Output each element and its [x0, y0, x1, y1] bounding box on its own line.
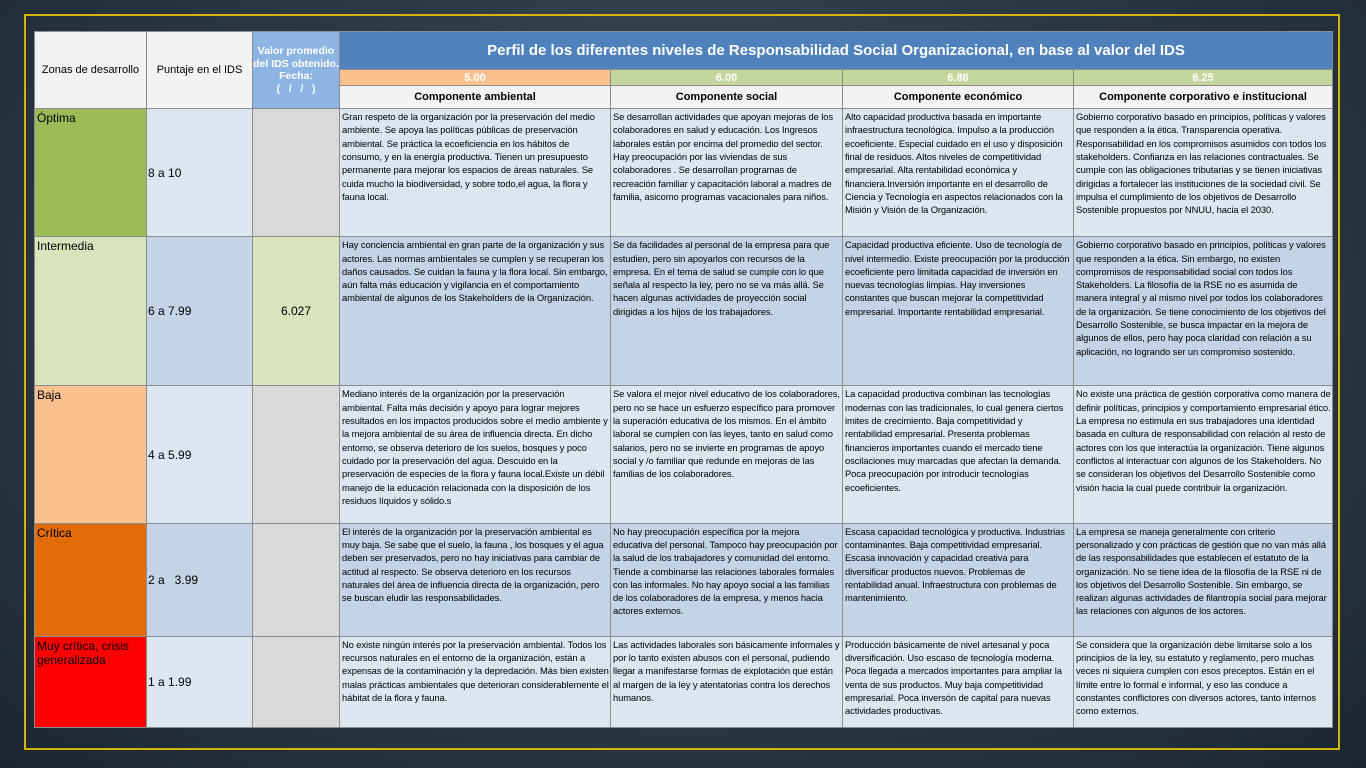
desc-economico: Escasa capacidad tecnológica y productiva. Industrias contaminantes. Baja competitividad empresarial. Escasa innovación y capacidad creativa para diversificar productos nuevos. Problemas de rentabilidad anual. Infraestructura con problemas de mantenimiento. — [843, 523, 1074, 636]
header-valor-label: Valor promedio del IDS obtenido. — [253, 45, 339, 70]
component-value-corporativo: 6.25 — [1074, 70, 1333, 86]
desc-social: Se valora el mejor nivel educativo de los colaboradores, pero no se hace un esfuerzo específico para promover la superación educativa de los mismos. En el ámbito laboral se cumplen con las leyes, tanto en salud como salarios, pero no se invierte en programas de apoyo social y /o familiar que redunde en mejoras de las familias de los colaboradores. — [611, 386, 843, 523]
desc-corporativo: Gobierno corporativo basado en principios, políticas y valores que responden a la ética. Transparencia operativa. Responsabilidad en los compromisos asumidos con todos los stakeholders. Confianza en las relaciones contractuales. Se cumple con las obligaciones tributarias y se tienen iniciativas dirigidas a fortalecer las instituciones de la sociedad civil. Se impulsa el cumplimiento de los objetivos de Desarrollo Sostenible propuestos por NNUU, hacia el 2030. — [1074, 109, 1333, 237]
average-value — [253, 386, 340, 523]
desc-ambiental: El interés de la organización por la preservación ambiental es muy baja. Se sabe que el suelo, la fauna , los bosques y el agua deben ser preservados, pero no hay iniciativas para cambiar de actitud al respecto. Se observa deterioro en los recursos naturales del área de influencia directa de la organización, pero se buscan eludir las responsabilidades. — [340, 523, 611, 636]
desc-corporativo: Se considera que la organización debe limitarse solo a los principios de la ley, su estatuto y reglamento, pero muchas veces ni siquiera cumplen con esos preceptos. Están en el límite entre lo formal e informal, y eso las conduce a constantes conflictores con diversos actores, tanto internos como externos. — [1074, 636, 1333, 727]
desc-corporativo: No existe una práctica de gestión corporativa como manera de definir políticas, principios y comportamiento empresarial ético. La empresa no estimula en sus trabajadores una identidad basada en cultura de responsabilidad con relación al resto de actores con los que interactúa la organización. Tiene algunos conflictos al interactuar con algunos de los Stakeholders. No se consideran los objetivos del Desarrollo Sostenible como visión hacia la cual puede contribuir la organización. — [1074, 386, 1333, 523]
score-range: 1 a 1.99 — [147, 636, 253, 727]
table-row-critica — [35, 523, 1333, 636]
table-row-muy-critica — [35, 636, 1333, 727]
desc-economico: La capacidad productiva combinan las tecnologías modernas con las tradicionales, lo cual genera ciertos imites de crecimiento. Baja competitividad y rentabilidad empresarial. Presenta problemas financieros importantes cuando el mercado tiene oscilaciones muy marcadas que afectan la demanda. Poca preocupación por introducir tecnologías ecoeficientes. — [843, 386, 1074, 523]
component-label-corporativo: Componente corporativo e institucional — [1074, 86, 1333, 109]
score-range: 6 a 7.99 — [147, 237, 253, 386]
header-fecha-label: Fecha: — [279, 70, 313, 83]
score-range: 4 a 5.99 — [147, 386, 253, 523]
average-value — [253, 523, 340, 636]
component-value-economico: 6.86 — [843, 70, 1074, 86]
header-fecha-value: ( / / ) — [276, 82, 316, 95]
component-label-ambiental: Componente ambiental — [340, 86, 611, 109]
zone-label: Óptima — [35, 109, 147, 237]
average-value — [253, 636, 340, 727]
average-value: 6.027 — [253, 237, 340, 386]
zone-label: Baja — [35, 386, 147, 523]
desc-ambiental: Mediano interés de la organización por la preservación ambiental. Falta más decisión y apoyo para lograr mejores resultados en los impactos producidos sobre el medio ambiente y la mejora ambiental de su área de influencia directa. En dicho entorno, se observa deterioro de los suelos, bosques y poco cuidado por la preservación del agua. Descuido en la preservación de especies de la flora y fauna local.Existe un débil manejo de la educación relacionada con la disposición de los residuos líquidos y sólido.s — [340, 386, 611, 523]
component-label-economico: Componente económico — [843, 86, 1074, 109]
component-label-social: Componente social — [611, 86, 843, 109]
header-valor-promedio — [253, 32, 340, 109]
desc-social: Las actividades laborales son básicamente informales y por lo tanto existen abusos con el personal, pudiendo llegar a manifestarse formas de explotación que están al margen de la ley y atentatorias contra los derechos humanos. — [611, 636, 843, 727]
desc-economico: Capacidad productiva eficiente. Uso de tecnología de nivel intermedio. Existe preocupación por la producción ecoeficiente pero limitada capacidad de inversión en nuevas tecnologías limpias. Hay inversiones constantes que buscan mejorar la competitividad empresarial. Importante rentabilidad empresarial. — [843, 237, 1074, 386]
zone-label: Crítica — [35, 523, 147, 636]
component-value-social: 6.00 — [611, 70, 843, 86]
desc-ambiental: No existe ningún interés por la preservación ambiental. Todos los recursos naturales en el entorno de la organización, están a expensas de la contaminación y la depredación. Más bien existen malas prácticas ambientales que deterioran considerablemente el hábitat de la flora y fauna. — [340, 636, 611, 727]
score-range: 8 a 10 — [147, 109, 253, 237]
desc-ambiental: Hay conciencia ambiental en gran parte de la organización y sus actores. Las normas ambientales se cumplen y se recuperan los daños causados. Se cuidan la fauna y la flora local. Sin embargo, aún falta más educación y vigilancia en el comportamiento ambiental de algunos de los Stakeholders de la Organización. — [340, 237, 611, 386]
zone-label: Muy crítica, crisis generalizada — [35, 636, 147, 727]
desc-social: No hay preocupación específica por la mejora educativa del personal. Tampoco hay preocupación por la salud de los trabajadores y comunidad del entorno. Tiende a combinarse las relaciones laborales formales con las informales. No hay apoyo social a las familias de los colaboradores de la empresa, y menos hacia actores externos. — [611, 523, 843, 636]
table-row-optima — [35, 109, 1333, 237]
table-row-intermedia — [35, 237, 1333, 386]
table-title: Perfil de los diferentes niveles de Responsabilidad Social Organizacional, en base al valor del IDS — [340, 32, 1333, 70]
desc-ambiental: Gran respeto de la organización por la preservación del medio ambiente. Se apoya las políticas públicas de preservación ambiental. Se práctica la ecoeficiencia en los hábitos de consumo, y en la energía productiva. Tienen un presupuesto permanente para mejorar los espacios de áreas naturales. Se cuida mucho la biodiversidad, y sobre todo,el agua, la flora y fauna local. — [340, 109, 611, 237]
desc-social: Se da facilidades al personal de la empresa para que estudien, pero sin apoyarlos con recursos de la empresa. En el tema de salud se cumple con lo que señala al respecto la ley, pero no se va más allá. Se hacen algunas actividades de proyección social dirigidas a los hijos de los trabajadores. — [611, 237, 843, 386]
header-zonas: Zonas de desarrollo — [35, 32, 147, 109]
desc-economico: Alto capacidad productiva basada en importante infraestructura tecnológica. Impulso a la producción ecoeficiente. Especial cuidado en el uso y disposición final de residuos. Altos niveles de competitividad empresarial. Alta rentabilidad económica y financiera.Inversión importante en el desarrollo de Ciencia y Tecnología en aspectos relacionados con la Misión y Visión de la Organización. — [843, 109, 1074, 237]
desc-corporativo: La empresa se maneja generalmente con criterio personalizado y con prácticas de gestión que no van más allá de las responsabilidades que establecen el estatuto de la organización. No se tiene idea de la filosofía de la RSE ni de los objetivos del Desarrollo Sostenible. Sin embargo, se realizan algunas actividades de filantropía social para mejorar las relaciones con algunos de los actores. — [1074, 523, 1333, 636]
table-row-baja — [35, 386, 1333, 523]
ids-profile-table — [34, 31, 1333, 728]
desc-corporativo: Gobierno corporativo basado en principios, políticas y valores que responden a la ética. Sin embargo, no existen compromisos de responsabilidad social con todos los Stakeholders. La filosofía de la RSE no es asumida de manera integral y al mismo nivel por todos los colaboradores de la organización. Se tiene conocimiento de los objetivos del Desarrollo Sostenible, se busca impactar en la mejora de algunos de ellos, pero hay poca claridad con relación a su aplicación, no logrando ser un compromiso sostenido. — [1074, 237, 1333, 386]
component-value-ambiental: 5.00 — [340, 70, 611, 86]
desc-social: Se desarrollan actividades que apoyan mejoras de los colaboradores en salud y educación. Los Ingresos laborales están por encima del promedio del sector. Hay preocupación por las viviendas de sus colaboradores . Se desarrollan programas de recreación familiar y capacitación laboral a madres de familia, asicomo programas vacacionales para niños. — [611, 109, 843, 237]
zone-label: Intermedia — [35, 237, 147, 386]
header-row-title — [35, 32, 1333, 70]
average-value — [253, 109, 340, 237]
score-range: 2 a 3.99 — [147, 523, 253, 636]
header-puntaje: Puntaje en el IDS — [147, 32, 253, 109]
desc-economico: Producción básicamente de nivel artesanal y poca diversificación. Uso escaso de tecnología moderna. Poca llegada a mercados importantes para ampliar la venta de sus productos. Muy baja competitividad empresarial. Poca inversón de capital para nuevas actividades productivas. — [843, 636, 1074, 727]
